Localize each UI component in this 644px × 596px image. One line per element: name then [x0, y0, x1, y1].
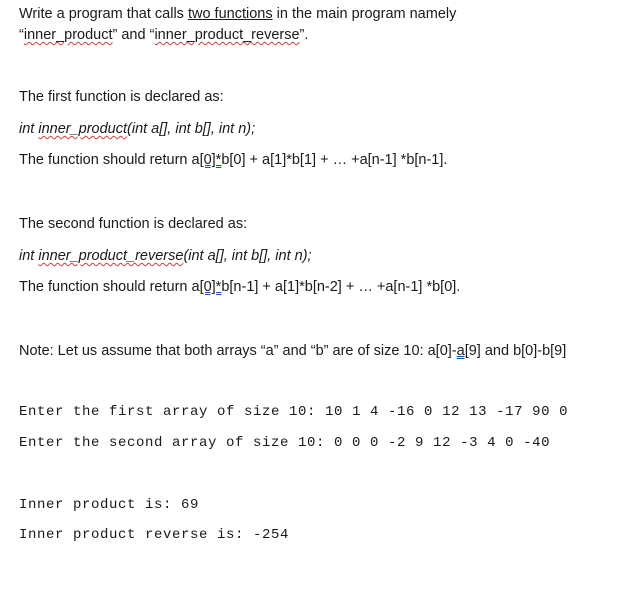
- first-function-return: The function should return a[0]*b[0] + a[1]*b[1] + … +a[n-1] *b[n-1].: [19, 152, 448, 168]
- second-function-declaration: int inner_product_reverse(int a[], int b[], int n);: [19, 248, 312, 264]
- second-function-name: inner_product_reverse: [38, 248, 184, 264]
- note-line: Note: Let us assume that both arrays “a” and “b” are of size 10: a[0]-a[9] and b[0]-b[9]: [19, 343, 567, 359]
- intro-line-1: Write a program that calls two functions in the main program namely: [19, 6, 457, 22]
- second-return-marked: [0]*: [199, 279, 222, 295]
- first-function-name: inner_product: [38, 121, 128, 137]
- intro-line-2: “inner_product” and “inner_product_reverse”.: [19, 27, 309, 43]
- console-output-inner-product-reverse: Inner product reverse is: -254: [19, 527, 290, 543]
- console-output-inner-product: Inner product is: 69: [19, 497, 200, 513]
- inner-product-name: inner_product: [23, 27, 113, 43]
- inner-product-reverse-name: inner_product_reverse: [154, 27, 300, 43]
- first-function-heading: The first function is declared as:: [19, 89, 224, 105]
- note-marked: a[: [456, 343, 469, 359]
- console-input-first-array: Enter the first array of size 10: 10 1 4 -16 0 12 13 -17 90 0: [19, 404, 569, 420]
- first-function-declaration: int inner_product(int a[], int b[], int n);: [19, 121, 256, 137]
- first-return-marked: [0]*: [199, 152, 222, 168]
- second-function-return: The function should return a[0]*b[n-1] + a[1]*b[n-2] + … +a[n-1] *b[0].: [19, 279, 461, 295]
- console-input-second-array: Enter the second array of size 10: 0 0 0 -2 9 12 -3 4 0 -40: [19, 435, 551, 451]
- second-function-heading: The second function is declared as:: [19, 216, 248, 232]
- two-functions-text: two functions: [187, 6, 273, 22]
